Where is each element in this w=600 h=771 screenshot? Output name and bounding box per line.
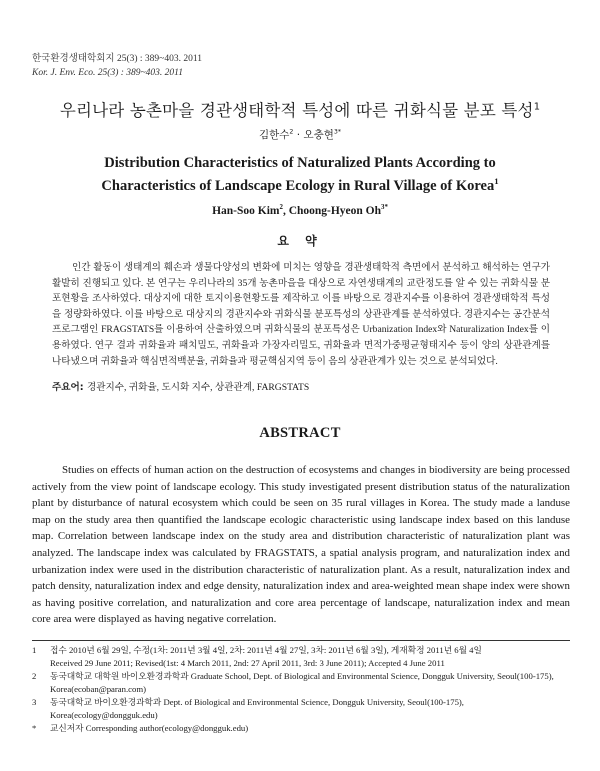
keywords-label: 주요어:	[52, 382, 87, 393]
author-1-affiliation-mark: 2	[289, 128, 294, 136]
footnote-item	[32, 696, 570, 722]
abstract-korean-body: 인간 활동이 생태계의 훼손과 생물다양성의 변화에 미치는 영향을 경관생태학적 측면에서 분석하고 해석하는 연구가 활발히 진행되고 있다. 본 연구는 우리나라의 35개 농촌마을을 대상으로 자연생태계의 교란정도를 알 수 있는 귀화식물 분포현황을 조사하였다. 대상지에 대한 토지이용현황도를 제작하고 이를 바탕으로 경관지수를 이용하여 경관생태학적 특성을 정량화하였다. 이를 바탕으로 대상지의 경관지수와 귀화식물 분포특성의 상관관계를 분석하였다. 경관지수는 공간분석 프로그램인 FRAGSTATS를 이용하여 산출하였으며 귀화식물의 분포특성은 Urbanization Index와 Naturalization Index를 이용하였다. 연구 결과 귀화율과 패치밀도, 귀화율과 가장자리밀도, 귀화율과 면적가중평균형태지수 등이 양의 상관관계를 나타냈으며 귀화율과 핵심면적백분율, 귀화율과 평균핵심지역 등이 음의 상관관계가 있는 것으로 분석되었다.	[52, 262, 550, 367]
authors-korean	[0, 127, 600, 142]
paper-title-korean-text: 우리나라 농촌마을 경관생태학적 특성에 따른 귀화식물 분포 특성	[59, 101, 534, 120]
footnote-divider	[32, 640, 570, 641]
author-1-english: Han-Soo Kim	[212, 205, 280, 217]
footnote-item	[32, 644, 570, 670]
footnotes	[32, 644, 570, 735]
authors-english	[0, 205, 600, 217]
paper-title-english	[60, 152, 540, 198]
journal-header	[32, 52, 202, 80]
title-en-footnote-mark: 1	[494, 176, 499, 187]
keywords-text: 경관지수, 귀화율, 도시화 지수, 상관관계, FARGSTATS	[86, 382, 310, 393]
footnote-mark: 3	[32, 697, 37, 707]
footnote-item	[32, 722, 570, 735]
author-2-korean: 오충현	[303, 129, 334, 141]
footnote-line: 동국대학교 바이오환경과학과 Dept. of Biological and Environmental Science, Dongguk University, Seoul(100-175), Korea(ecology@dongguk.edu)	[50, 697, 464, 720]
journal-citation-en: Kor. J. Env. Eco. 25(3) : 389~403. 2011	[32, 68, 183, 78]
footnote-line: 접수 2010년 6월 29일, 수정(1차: 2011년 3월 4일, 2차: 2011년 4월 27일, 3차: 2011년 6월 3일), 게재확정 2011년 6월 4일	[50, 645, 482, 655]
footnote-line: Received 29 June 2011; Revised(1st: 4 March 2011, 2nd: 27 April 2011, 3rd: 3 June 2011); Accepted 4 June 2011	[50, 658, 445, 668]
abstract-korean-heading: 요 약	[277, 234, 323, 248]
abstract-english-heading: ABSTRACT	[259, 425, 341, 441]
author-1-en-affiliation-mark: 2	[279, 204, 283, 212]
footnote-item	[32, 670, 570, 696]
footnote-line: 동국대학교 대학원 바이오환경과학과 Graduate School, Dept. of Biological and Environmental Science, Dongguk University, Seoul(100-175), Korea(ecoban@paran.com)	[50, 671, 554, 694]
footnote-mark: 2	[32, 671, 37, 681]
keywords	[52, 379, 550, 393]
footnote-line: 교신저자 Corresponding author(ecology@dongguk.edu)	[50, 723, 249, 733]
abstract-english-body: Studies on effects of human action on the destruction of ecosystems and changes in biodiversity are being processed actively from the view point of landscape ecology. This study investigated present distribution status of the naturalization plant by disturbance of natural ecosystem which could be seen on 35 rural villages in Korea. The study made a landuse map on the study area then quantified the landscape ecologic characteristic using landscape index based on this landuse map. Correlation between landscape index on the study area and distribution characteristic of naturalization plant was analyzed. The landscape index was calculated by FRAGSTATS, a spatial analysis program, and naturalization index and urbanization index were used in the distribution characteristic of naturalization plant. As a result, naturalization index and patch density, naturalization index and edge density, naturalization index and area-weighted mean shape index were shown as having positive correlation, and naturalization and core area percentage of landscape, naturalization index and mean core area were displayed as having negative correlation.	[32, 464, 570, 626]
author-2-english: Choong-Hyeon Oh	[288, 205, 382, 217]
footnote-mark: *	[32, 723, 37, 733]
journal-citation-ko: 한국환경생태학회지 25(3) : 389~403. 2011	[32, 54, 202, 64]
author-separator: ·	[293, 129, 304, 141]
paper-title-korean	[0, 97, 600, 121]
title-footnote-mark: 1	[533, 101, 541, 113]
author-1-korean: 김한수	[258, 129, 290, 141]
paper-title-english-text: Distribution Characteristics of Naturalized Plants According to Characteristics of Landscape Ecology in Rural Village of Korea	[101, 155, 496, 194]
author-en-separator: ,	[282, 205, 289, 217]
author-2-en-affiliation-mark: 3*	[381, 204, 388, 212]
footnote-mark: 1	[32, 645, 37, 655]
author-2-affiliation-mark: 3*	[333, 128, 342, 136]
